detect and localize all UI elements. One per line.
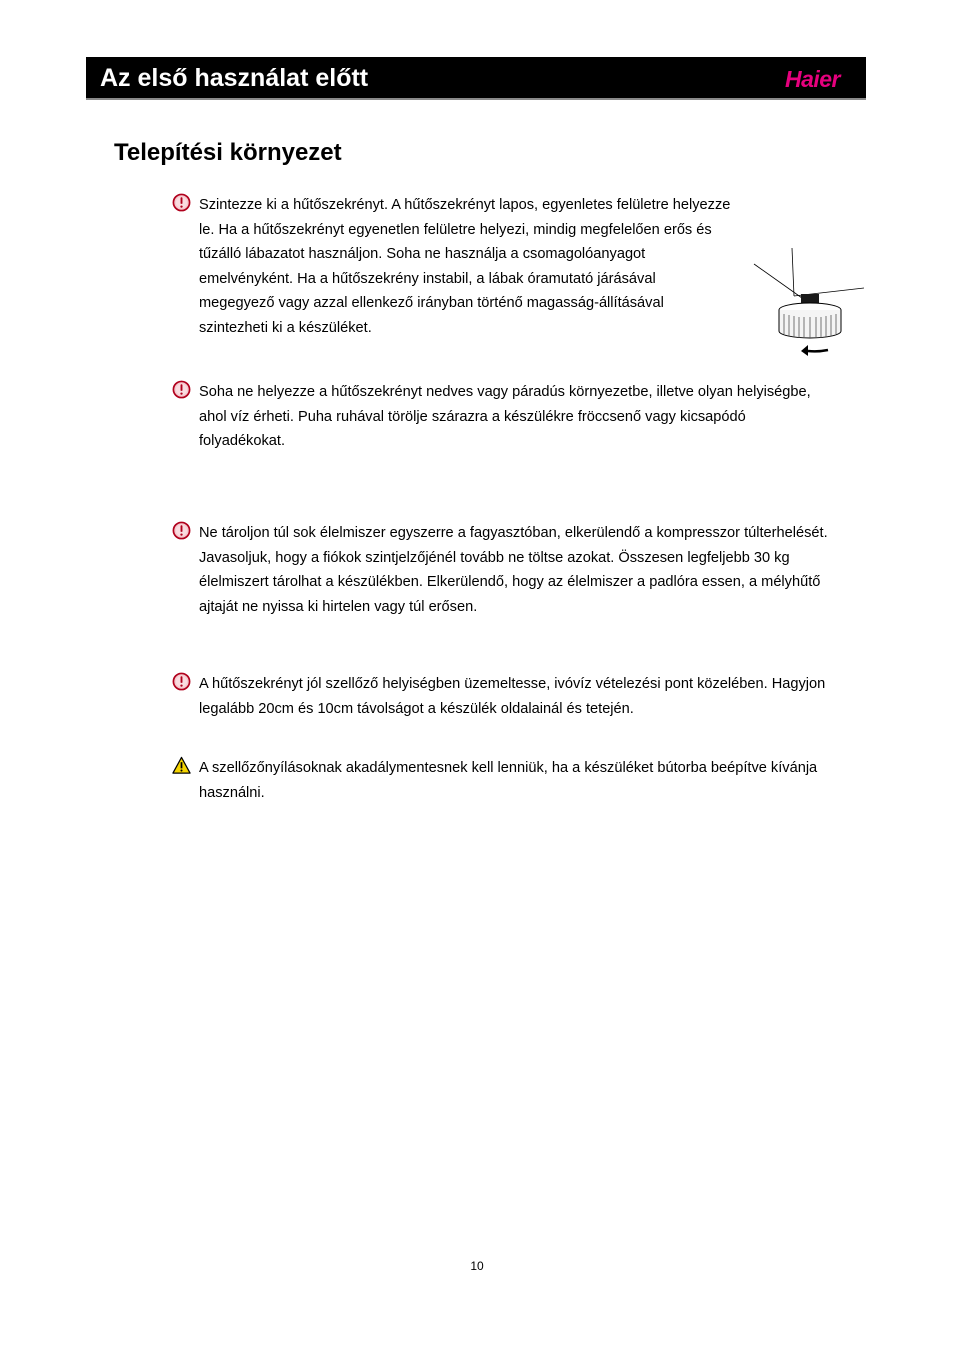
adjustable-foot-illustration [752,246,868,360]
list-item [172,380,832,454]
item-text: Soha ne helyezze a hűtőszekrényt nedves vagy páradús környezetbe, illetve olyan helyiségbe, ahol víz érheti. Puha ruhával törölje szárazra a készülékre fröccsenő vagy kicsapódó folyadékokat. [199,384,811,450]
list-item [172,521,832,619]
item-text: A hűtőszekrényt jól szellőző helyiségben üzemeltesse, ivóvíz vételezési pont közelében. Hagyjon legalább 20cm és 10cm távolságot a készülék oldalainál és tetején. [199,676,826,717]
item-text: Ne tároljon túl sok élelmiszer egyszerre a fagyasztóban, elkerülendő a kompresszor túlterhelését. Javasoljuk, hogy a fiókok szintjelzőjénél tovább ne töltse azokat. Összesen legfeljebb 30 kg élelmiszert tárolhat a készülékben. Elkerülendő, hogy az élelmiszer a padlóra essen, a mélyhűtő ajtaját ne nyissa ki hirtelen vagy túl erősen. [199,525,828,615]
list-item [172,193,732,341]
section-title: Telepítési környezet [114,139,342,166]
caution-circle-icon [172,380,191,399]
warning-triangle-icon [172,756,191,775]
caution-circle-icon [172,193,191,212]
header-title: Az első használat előtt [100,64,369,92]
caution-circle-icon [172,521,191,540]
page-number: 10 [470,1259,484,1273]
list-item [172,672,832,721]
brand-logo: Haier [784,66,840,92]
list-item [172,756,832,805]
page-header [86,57,866,98]
item-text: A szellőzőnyílásoknak akadálymentesnek kell lenniük, ha a készüléket bútorba beépítve kívánja használni. [199,760,818,801]
item-text: Szintezze ki a hűtőszekrényt. A hűtőszekrényt lapos, egyenletes felületre helyezze le. Ha a hűtőszekrényt egyenetlen felületre helyezi, mindig megfelelően erős és tűzálló lábazatot használjon. Soha ne használja a csomagolóanyagot emelvényként. Ha a hűtőszekrény instabil, a lábak óramutató járásával megegyező vagy azzal ellenkező irányban történő magasság-állításával szintezheti ki a készüléket. [199,197,731,336]
caution-circle-icon [172,672,191,691]
